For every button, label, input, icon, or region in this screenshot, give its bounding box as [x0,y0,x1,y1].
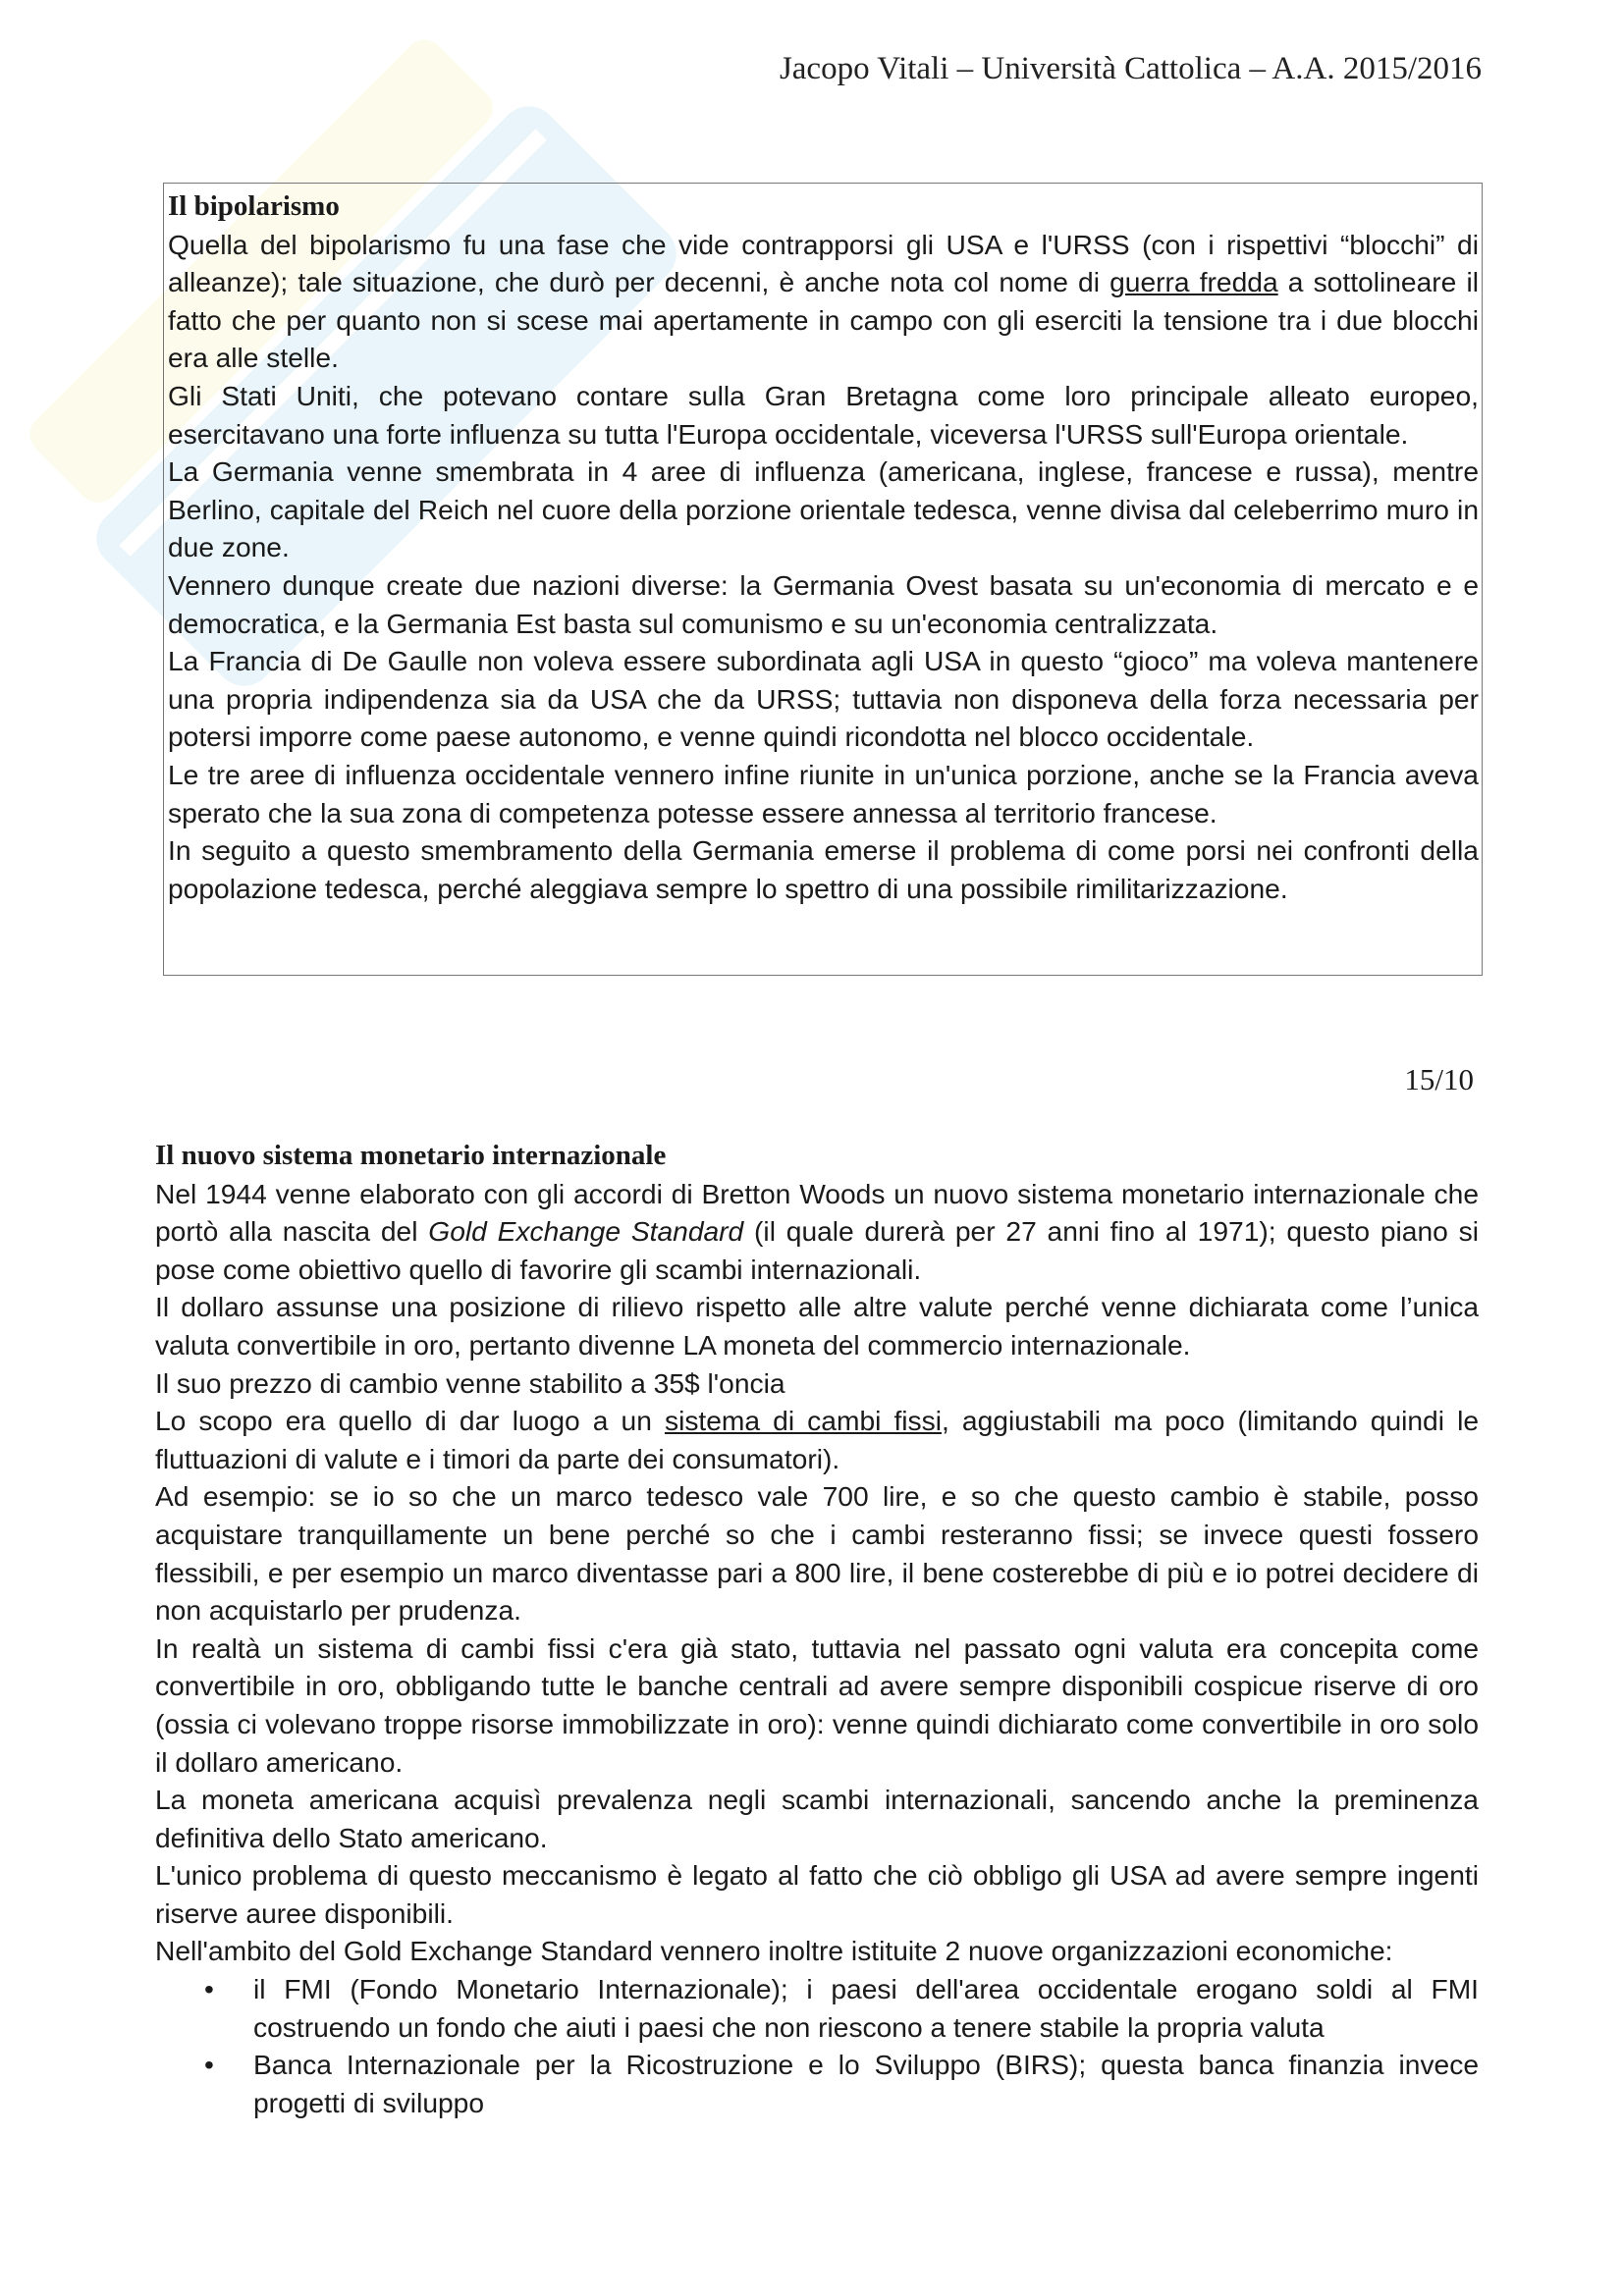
section-paragraph-4: Lo scopo era quello di dar luogo a un sistema di cambi fissi, aggiustabili ma poco (limitando quindi le fluttuazioni di valute e i timori da parte dei consumatori). [155,1405,1480,1474]
box-paragraph-2: Gli Stati Uniti, che potevano contare sulla Gran Bretagna come loro principale alleato europeo, esercitavano una forte influenza su tutta l'Europa occidentale, viceversa l'URSS sull'Europa orientale. [168,379,1479,450]
box-paragraph-4: Vennero dunque create due nazioni diverse: la Germania Ovest basata su un'economia di mercato e e democratica, e la Germania Est basta sul comunismo e su un'economia centralizzata. [168,568,1479,639]
section-paragraph-9: Nell'ambito del Gold Exchange Standard vennero inoltre istituite 2 nuove organizzazioni economiche: [155,1935,1393,1967]
monetary-system-section [155,1137,1479,2121]
guerra-fredda-link: guerra fredda [1109,266,1278,298]
box-paragraph-1: Quella del bipolarismo fu una fase che vide contrapporsi gli USA e l'URSS (con i rispettivi “blocchi” di alleanze); tale situazione, che durò per decenni, è anche nota col nome di guerra fredda a sottolineare il fatto che per quanto non si scese mai apertamente in campo con gli eserciti la tensione tra i due blocchi era alle stelle. [168,228,1479,374]
list-item: • il FMI (Fondo Monetario Internazionale); i paesi dell'area occidentale erogano soldi al FMI costruendo un fondo che aiuti i paesi che non riescono a tenere stabile la propria valuta [253,1970,1479,2046]
bullet-icon: • [204,2049,214,2081]
organizations-list [155,1970,1479,2121]
box-title: Il bipolarismo [168,190,340,222]
section-paragraph-3: Il suo prezzo di cambio venne stabilito a 35$ l'oncia [155,1366,785,1399]
page-header: Jacopo Vitali – Università Cattolica – A.A. 2015/2016 [779,51,1482,86]
page-number: 15/10 [1404,1062,1474,1096]
box-paragraph-3: La Germania venne smembrata in 4 aree di influenza (americana, inglese, francese e russa), mentre Berlino, capitale del Reich nel cuore della porzione orientale tedesca, venne divisa dal celeberrimo muro in due zone. [168,455,1479,563]
list-item: • Banca Internazionale per la Ricostruzione e lo Sviluppo (BIRS); questa banca finanzia invece progetti di sviluppo [253,2046,1479,2121]
section-paragraph-2: Il dollaro assunse una posizione di rilievo rispetto alle altre valute perché venne dichiarata come l’unica valuta convertibile in oro, pertanto divenne LA moneta del commercio internazionale. [155,1291,1479,1361]
section-title: Il nuovo sistema monetario internazionale [155,1140,667,1171]
section-paragraph-5: Ad esempio: se io so che un marco tedesco vale 700 lire, e so che questo cambio è stabile, posso acquistare tranquillamente un bene perché so che i cambi resteranno fissi; se invece questi fossero flessibili, e per esempio un marco diventasse pari a 800 lire, il bene costerebbe di più e io potrei decidere di non acquistarlo per prudenza. [155,1480,1479,1627]
box-paragraph-5: La Francia di De Gaulle non voleva essere subordinata agli USA in questo “gioco” ma voleva mantenere una propria indipendenza sia da USA che da URSS; tuttavia non disponeva della forza necessaria per potersi imporre come paese autonomo, e venne quindi ricondotta nel blocco occidentale. [168,645,1479,753]
bullet-icon: • [204,1973,214,2005]
section-paragraph-8: L'unico problema di questo meccanismo è legato al fatto che ciò obbligo gli USA ad avere sempre ingenti riserve auree disponibili. [155,1859,1479,1929]
box-paragraph-7: In seguito a questo smembramento della Germania emerse il problema di come porsi nei confronti della popolazione tedesca, perché aleggiava sempre lo spettro di una possibile rimilitarizzazione. [168,834,1479,904]
bipolarismo-box [163,183,1483,976]
box-paragraph-6: Le tre aree di influenza occidentale vennero infine riunite in un'unica porzione, anche se la Francia aveva sperato che la sua zona di competenza potesse essere annessa al territorio francese. [168,758,1479,828]
section-paragraph-1: Nel 1944 venne elaborato con gli accordi di Bretton Woods un nuovo sistema monetario internazionale che portò alla nascita del Gold Exchange Standard (il quale durerà per 27 anni fino al 1971); questo piano si pose come obiettivo quello di favorire gli scambi internazionali. [155,1177,1479,1285]
section-paragraph-6: In realtà un sistema di cambi fissi c'era già stato, tuttavia nel passato ogni valuta era concepita come convertibile in oro, obbligando tutte le banche centrali ad avere sempre disponibili cospicue riserve di oro (ossia ci volevano troppe risorse immobilizzate in oro): venne quindi dichiarato come convertibile in oro solo il dollaro americano. [155,1631,1479,1778]
section-paragraph-7: La moneta americana acquisì prevalenza negli scambi internazionali, sancendo anche la preminenza definitiva dello Stato americano. [155,1784,1479,1853]
